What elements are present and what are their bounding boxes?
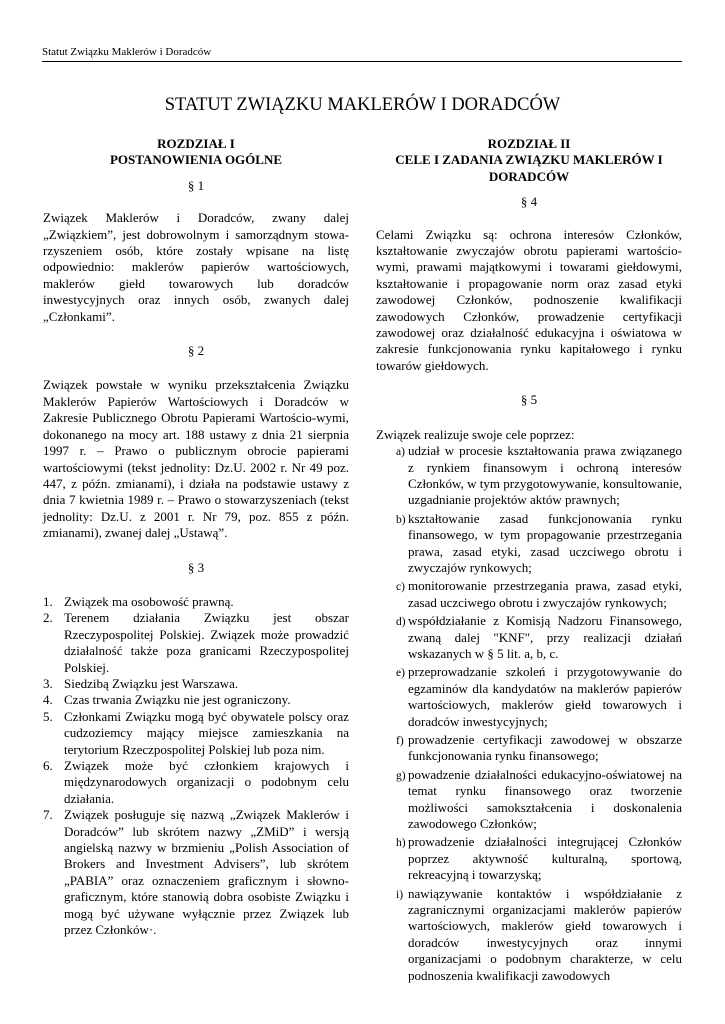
right-column xyxy=(376,136,682,986)
item-text: Członkami Związku mogą być obywatele polscy oraz cudzoziemcy mający miejsce zamieszkania na terytorium Rzeczpospolitej Polskiej lub poza nim. xyxy=(64,708,349,757)
list-item xyxy=(43,807,349,938)
item-text: prowadzenie działalności integrującej Członków poprzez aktywność kulturalną, sportową, rekreacyjną i towarzyską; xyxy=(408,834,682,883)
chapter-1-title: POSTANOWIENIA OGÓLNE xyxy=(109,152,283,168)
list-item xyxy=(376,613,682,662)
list-item xyxy=(43,610,349,676)
list-item xyxy=(43,709,349,758)
list-item xyxy=(376,886,682,984)
item-text: udział w procesie kształtowania prawa związanego z rynkiem finansowym i ochroną interesów Członków, w tym przygotowywanie, konsultowanie, uzgadnianie projektów aktów prawnych; xyxy=(408,443,682,508)
item-text: Czas trwania Związku nie jest ograniczony. xyxy=(64,692,291,708)
item-letter: a) xyxy=(396,446,405,459)
item-text: Związek ma osobowość prawną. xyxy=(64,593,234,609)
item-number: 1. xyxy=(43,593,53,609)
item-text: prowadzenie certyfikacji zawodowej w obszarze funkcjonowania rynku finansowego; xyxy=(408,732,682,764)
item-text: Związek może być członkiem krajowych i międzynarodowych organizacji o podobnym celu działania. xyxy=(64,758,349,806)
item-text: przeprowadzanie szkoleń i przygotowywanie do egzaminów dla kandydatów na maklerów papierów wartościowych, maklerów giełd towarowych i doradców inwestycyjnych; xyxy=(408,664,682,729)
item-text: powadzenie działalności edukacyjno-oświatowej na temat rynku finansowego oraz tworzenie możliwości samokształcenia i doskonalenia zawodowego Członków; xyxy=(408,766,682,832)
chapter-1-label: ROZDZIAŁ I xyxy=(157,136,235,151)
item-text: współdziałanie z Komisją Nadzoru Finansowego, zwaną dalej "KNF", przy realizacji działań wskazanych w § 5 lit. a, b, c. xyxy=(408,613,682,661)
item-letter: b) xyxy=(396,513,406,526)
section-1-text: Związek Maklerów i Doradców, zwany dalej „Związkiem”, jest dobrowolnym i samorządnym stowa-rzyszeniem osób, które zostały wpisane na listę odpowiednio: maklerów papierów wartościowych, maklerów giełd towarowych lub doradców inwestycyjnych oraz innych osób, zwanych dalej „Członkami”. xyxy=(43,210,349,324)
list-item xyxy=(376,511,682,577)
section-5-list xyxy=(376,443,682,984)
section-3-mark: § 3 xyxy=(187,559,205,575)
item-text: Związek posługuje się nazwą „Związek Maklerów i Doradców” lub skrótem nazwy „ZMiD” i wersją angielską nazwy w brzmieniu „Polish Association of Brokers and Investment Advisers”, lub skrótem „PABIA” oraz oznaczeniem graficznym i słowno-graficznym, które stanowią dobra osobiste Związku i mogą być używane wyłącznie przez Związek lub przez Członków·. xyxy=(64,807,349,938)
list-item xyxy=(376,834,682,883)
section-2-text: Związek powstałe w wyniku przekształcenia Związku Maklerów Papierów Wartościowych i Doradców w Zakresie Publicznego Obrotu Papierami Wartościo-wymi, dokonanego na mocy art. 188 ustawy z dnia 21 sierpnia 1997 r. – Prawo o publicznym obrocie papierami wartościowymi (tekst jednolity: Dz.U. 2002 r. Nr 49 poz. 447, z późn. zmianami), i działa na podstawie ustawy z dnia 7 kwietnia 1989 r. – Prawo o stowarzyszeniach (tekst jednolity: Dz.U. z 2001 r. Nr 79, poz. 855 z późn. zmianami), zwanej dalej „Ustawą”. xyxy=(43,377,349,541)
list-item xyxy=(43,676,349,692)
list-item xyxy=(376,732,682,765)
section-4-mark: § 4 xyxy=(520,194,538,210)
list-item xyxy=(43,758,349,807)
item-text: nawiązywanie kontaktów i współdziałanie z zagranicznymi organizacjami maklerów papierów wartościowych, maklerów giełd towarowych i doradców inwestycyjnych oraz innymi organizacjami o podobnym charakterze, w celu podnoszenia kwalifikacji zawodowych xyxy=(408,885,682,983)
section-5-intro: Związek realizuje swoje cele poprzez: xyxy=(376,426,575,442)
item-text: Terenem działania Związku jest obszar Rzeczypospolitej Polskiej. Związek może prowadzić działalność także poza granicami Rzeczypospolitej Polskiej. xyxy=(64,610,349,675)
chapter-2-label: ROZDZIAŁ II xyxy=(487,136,571,151)
item-letter: g) xyxy=(396,769,406,782)
left-column xyxy=(43,136,349,938)
list-item xyxy=(376,443,682,509)
list-item xyxy=(376,578,682,611)
item-number: 3. xyxy=(43,675,53,691)
item-letter: e) xyxy=(396,667,405,680)
document-title: STATUT ZWIĄZKU MAKLERÓW I DORADCÓW xyxy=(164,95,561,115)
section-3-list xyxy=(43,594,349,939)
item-number: 4. xyxy=(43,692,53,708)
item-text: Siedzibą Związku jest Warszawa. xyxy=(64,675,239,691)
item-number: 2. xyxy=(43,610,53,626)
item-text: kształtowanie zasad funkcjonowania rynku finansowego, w tym propagowanie przestrzegania prawa, zasad etyki, zasad uczciwego obrotu i zwyczajów rynkowych; xyxy=(408,510,682,575)
item-number: 7. xyxy=(43,807,53,823)
item-letter: c) xyxy=(396,581,405,594)
section-2-mark: § 2 xyxy=(187,343,205,359)
item-text: monitorowanie przestrzegania prawa, zasad etyki, zasad uczciwego obrotu i zwyczajów rynkowych; xyxy=(408,578,682,610)
item-letter: i) xyxy=(396,888,404,901)
chapter-2-title: CELE I ZADANIA ZWIĄZKU MAKLERÓW I DORADCÓW xyxy=(395,152,663,184)
item-letter: d) xyxy=(396,616,406,629)
item-letter: h) xyxy=(396,837,406,850)
section-1-mark: § 1 xyxy=(187,177,205,193)
section-4-text: Celami Związku są: ochrona interesów Członków, kształtowanie zwyczajów obrotu papierami wartościo-wymi, prawami majątkowymi i towarami giełdowymi, kształtowanie i propagowanie norm oraz zasad etyki zawodowej Członków, podnoszenie kwalifikacji zawodowych Członków, prowadzenie certyfikacji zawodowej oraz działalność edukacyjna i oświatowa w zakresie funkcjonowania rynku kapitałowego i rynku towarów giełdowych. xyxy=(376,226,682,373)
section-5-mark: § 5 xyxy=(520,392,538,408)
item-letter: f) xyxy=(396,735,404,747)
list-item xyxy=(43,692,349,708)
item-number: 5. xyxy=(43,708,53,724)
list-item xyxy=(376,767,682,833)
list-item xyxy=(43,594,349,610)
item-number: 6. xyxy=(43,758,53,773)
list-item xyxy=(376,664,682,730)
running-header: Statut Związku Maklerów i Doradców xyxy=(42,46,682,62)
